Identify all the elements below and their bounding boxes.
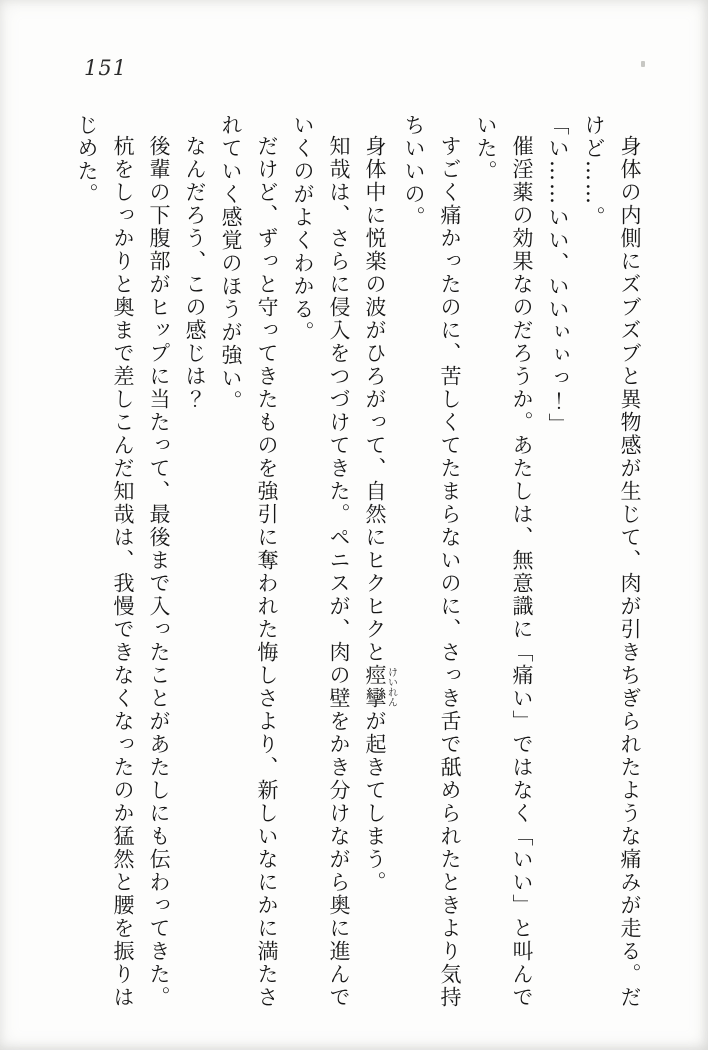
- scan-artifact-speck: [641, 61, 645, 67]
- ruby-annotated-word: 痙攣けいれん: [363, 664, 397, 710]
- page-number: 151: [84, 56, 128, 80]
- paragraph: 杭をしっかりと奥まで差しこんだ知哉は、我慢できなくなったのか猛然と腰を振りはじめた。: [75, 114, 135, 1009]
- paragraph: なんだろう、この感じは？: [183, 135, 207, 411]
- paragraph: 「い……いい、いいぃぃっ！」: [546, 114, 570, 436]
- body-text: [69, 114, 648, 1014]
- paragraph: 身体中に悦楽の波がひろがって、自然にヒクヒクと痙攣けいれんが起きてしまう。: [363, 135, 397, 894]
- paragraph: すごく痛かったのに、苦しくてたまらないのに、さっき舌で舐められたときより気持ちいいの。: [402, 114, 462, 1009]
- paragraph: 身体の内側にズブズブと異物感が生じて、肉が引きちぎられたような痛みが走る。だけど……。: [582, 114, 642, 1009]
- paragraph: だけど、ずっと守ってきたものを強引に奪われた悔しさより、新しいなにかに満たされていく感覚のほうが強い。: [219, 114, 279, 1009]
- paragraph: 後輩の下腹部がヒップに当たって、最後まで入ったことがあたしにも伝わってきた。: [147, 135, 171, 1009]
- paragraph: 知哉は、さらに侵入をつづけてきた。ペニスが、肉の壁をかき分けながら奥に進んでいくのがよくわかる。: [291, 114, 351, 1009]
- paragraph: 催淫薬の効果なのだろうか。あたしは、無意識に「痛い」ではなく「いい」と叫んでいた。: [474, 114, 534, 1009]
